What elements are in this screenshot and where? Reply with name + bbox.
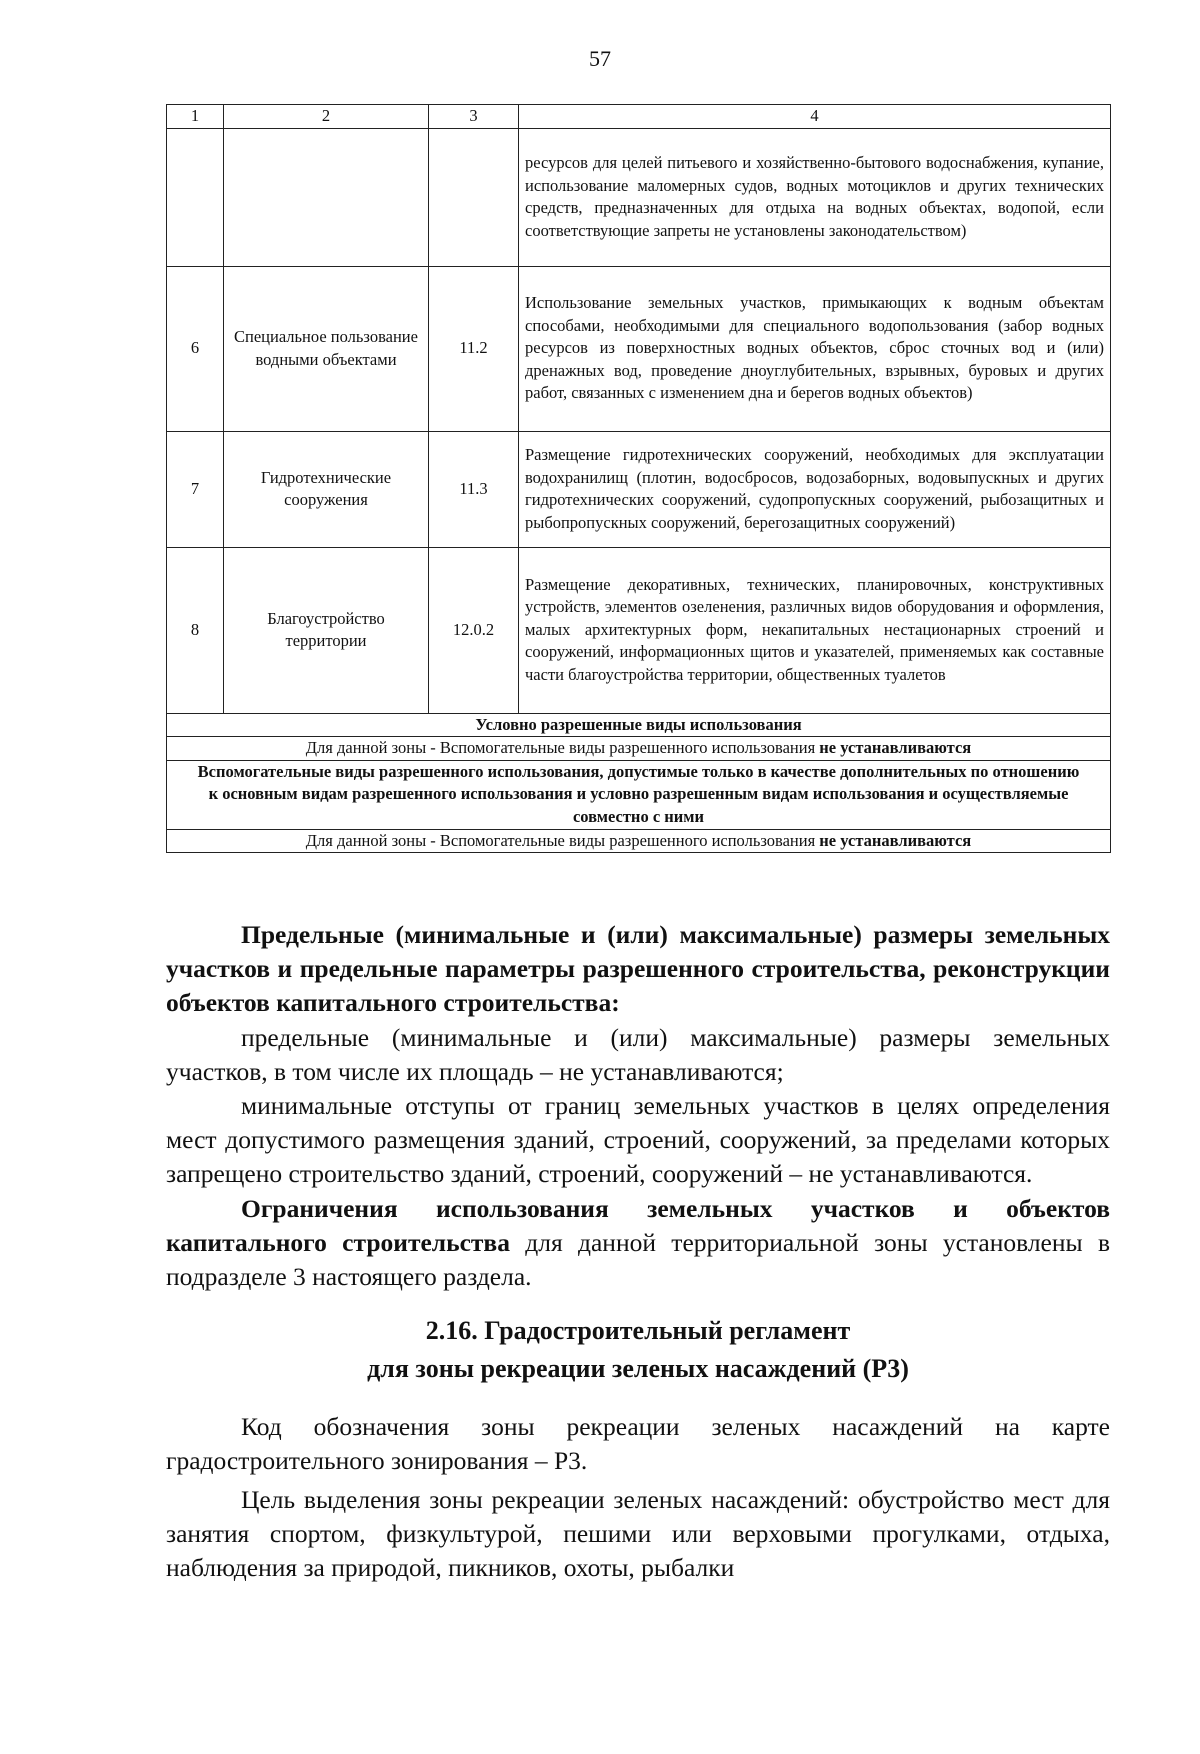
zone-goal-paragraph: Цель выделения зоны рекреации зеленых насаждений: обустройство мест для занятия спортом, физкультурой, пешими или верховыми прогулками, отдыха, наблюдения за природой, пикников, охоты, рыбалки — [166, 1484, 1110, 1583]
description-cell: Размещение гидротехнических сооружений, необходимых для эксплуатации водохранилищ (плотин, водосбросов, водозаборных, водовыпускных и других гидротехнических сооружений, судопропускных сооружений, рыбозащитных и рыбопропускных сооружений, берегозащитных сооружений) — [519, 431, 1111, 547]
use-name: Благоустройство территории — [224, 547, 429, 713]
regulation-text — [166, 918, 1110, 1585]
table-note-row — [167, 829, 1111, 853]
table-row — [167, 431, 1111, 547]
section-heading-line: 2.16. Градостроительный регламент — [425, 1316, 851, 1346]
note-text: Для данной зоны - Вспомогательные виды разрешенного использования — [305, 738, 820, 758]
permitted-uses-table — [166, 104, 1111, 853]
table-section-row — [167, 713, 1111, 737]
column-header: 3 — [429, 105, 519, 129]
description-cell: Размещение декоративных, технических, планировочных, конструктивных устройств, элементов озеленения, различных видов оборудования и оформления, малых архитектурных форм, некапитальных нестационарных строений и сооружений, информационных щитов и указателей, применяемых как составные части благоустройства территории, общественных туалетов — [519, 547, 1111, 713]
table-header-row — [167, 105, 1111, 129]
restrictions-paragraph — [166, 1192, 1110, 1295]
auxiliary-uses-title: Вспомогательные виды разрешенного использования, допустимые только в качестве дополнительных по отношению к основным видам разрешенного использования и условно разрешенным видам использования и осуществляемые совместно с ними — [167, 760, 1111, 829]
empty-cell — [429, 128, 519, 266]
empty-cell — [224, 128, 429, 266]
row-number: 7 — [167, 431, 224, 547]
table-note-row — [167, 737, 1111, 761]
use-code: 12.0.2 — [429, 547, 519, 713]
use-code: 11.2 — [429, 266, 519, 431]
note-text: Для данной зоны - Вспомогательные виды разрешенного использования — [305, 830, 820, 850]
use-name: Гидротехнические сооружения — [224, 431, 429, 547]
limits-heading: Предельные (минимальные и (или) максимальные) размеры земельных участков и предельные параметры разрешенного строительства, реконструкции объектов капитального строительства: — [166, 920, 1110, 1018]
use-code: 11.3 — [429, 431, 519, 547]
section-heading — [166, 1312, 1110, 1388]
setbacks-paragraph: минимальные отступы от границ земельных участков в целях определения мест допустимого размещения зданий, строений, сооружений, за пределами которых запрещено строительство зданий, строений, сооружений – не устанавливаются. — [166, 1091, 1110, 1189]
column-header: 1 — [167, 105, 224, 129]
zone-code-paragraph: Код обозначения зоны рекреации зеленых насаждений на карте градостроительного зонирования – Р3. — [166, 1412, 1110, 1476]
column-header: 2 — [224, 105, 429, 129]
note-bold-text: не устанавливаются — [819, 830, 972, 850]
restrictions-bold-text: Ограничения использования земельных участков и объектов капитального строительства — [166, 1193, 1110, 1257]
note-bold-text: не устанавливаются — [819, 738, 972, 758]
row-number: 8 — [167, 547, 224, 713]
section-heading-line: для зоны рекреации зеленых насаждений (Р3) — [367, 1354, 909, 1384]
row-number: 6 — [167, 266, 224, 431]
description-cell: Использование земельных участков, примыкающих к водным объектам способами, необходимыми для специального водопользования (забор водных ресурсов из поверхностных водных объектов, сброс сточных вод и (или) дренажных вод, проведение дноуглубительных, взрывных, буровых и других работ, связанных с изменением дна и берегов водных объектов) — [519, 266, 1111, 431]
restrictions-text: для данной территориальной зоны установлены в подразделе 3 настоящего раздела. — [166, 1227, 1111, 1292]
table-row-continuation — [167, 128, 1111, 266]
page-number: 57 — [589, 46, 611, 71]
sizes-paragraph: предельные (минимальные и (или) максимальные) размеры земельных участков, в том числе их площадь – не устанавливаются; — [166, 1022, 1110, 1086]
use-name: Специальное пользование водными объектами — [224, 266, 429, 431]
column-header: 4 — [519, 105, 1111, 129]
table-row — [167, 547, 1111, 713]
conditional-uses-note — [167, 737, 1111, 761]
conditional-uses-title: Условно разрешенные виды использования — [167, 713, 1111, 737]
table-section-row — [167, 760, 1111, 829]
table-row — [167, 266, 1111, 431]
empty-cell — [167, 128, 224, 266]
description-cell: ресурсов для целей питьевого и хозяйственно-бытового водоснабжения, купание, использование маломерных судов, водных мотоциклов и других технических средств, предназначенных для отдыха на водных объектах, водопой, если соответствующие запреты не установлены законодательством) — [519, 128, 1111, 266]
auxiliary-uses-note — [167, 829, 1111, 853]
